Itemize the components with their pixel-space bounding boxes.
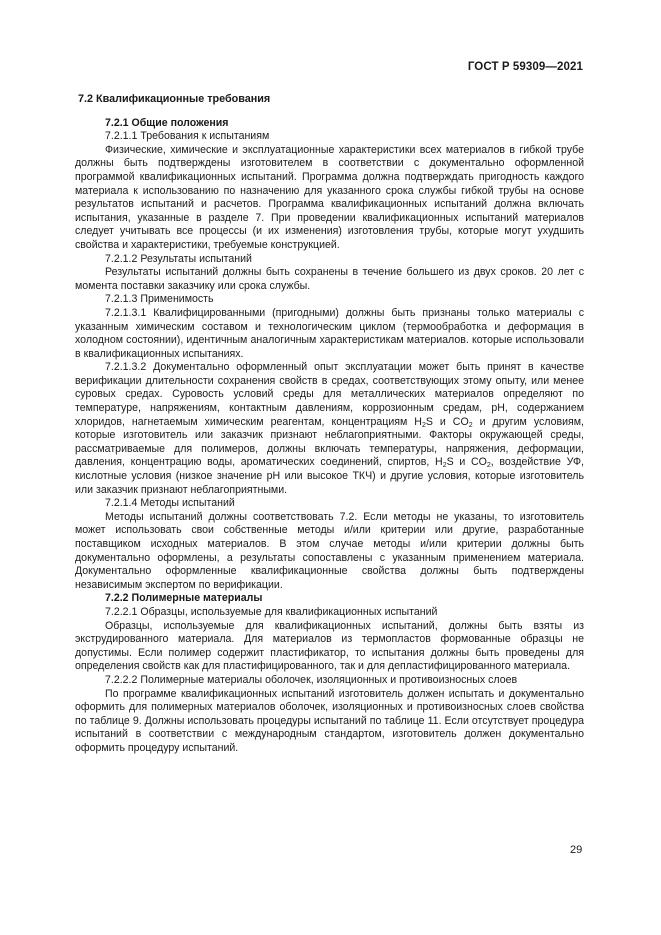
subsection-heading: 7.2.2 Полимерные материалы xyxy=(105,592,263,605)
subscript: 2 xyxy=(442,462,447,470)
clause-heading: 7.2.2.2 Полимерные материалы оболочек, изоляционных и противоизносных слоев xyxy=(105,673,518,686)
subsection-heading: 7.2.1 Общие положения xyxy=(105,116,229,129)
paragraph: Образцы, используемые для квалификационных испытаний, должны быть взяты из экструдированного материала. Для материалов из термопластов формованные образцы не допустимы. Если полимер содержит пластификатор, то испытания должны быть проведены для определения свойств как для пластифицированного, так и для депластифицированного материала. xyxy=(75,619,584,673)
page-number: 29 xyxy=(570,844,583,856)
paragraph xyxy=(75,361,584,497)
text-run: S и CO xyxy=(425,415,469,428)
standard-designation: ГОСТ Р 59309—2021 xyxy=(467,61,583,73)
paragraph: Результаты испытаний должны быть сохранены в течение большего из двух сроков. 20 лет с момента поставки заказчику или срока службы. xyxy=(75,266,584,292)
clause-heading: 7.2.1.2 Результаты испытаний xyxy=(105,252,252,265)
section-title: 7.2 Квалификационные требования xyxy=(78,93,271,105)
document-blocks xyxy=(75,117,584,756)
document-body xyxy=(75,93,584,756)
subscript: 2 xyxy=(421,421,426,429)
clause-heading: 7.2.1.1 Требования к испытаниям xyxy=(105,130,270,143)
clause-heading: 7.2.2.1 Образцы, используемые для квалификационных испытаний xyxy=(105,605,438,618)
subscript: 2 xyxy=(468,421,473,429)
spacer xyxy=(75,107,584,117)
subscript: 2 xyxy=(486,462,491,470)
text-run: S и CO xyxy=(446,456,487,469)
text-run: 7.2.1.3.2 Документально оформленный опыт эксплуатации может быть принят в качестве верификации длительности сохранения свойств в средах, соответствующих этому опыту, или менее суровых средах. Суровость условий среды для металлических материалов определяют по температуре, напряжениям, контактным давлениям, коррозионным средам, pH, содержанием хлоридов, нагнетаемым химическим реагентам, концентрациям H xyxy=(75,361,584,428)
clause-heading: 7.2.1.3 Применимость xyxy=(105,293,214,306)
text-run: , воздействие УФ, кислотные условия (низкое значение pH или высокое ТКЧ) и другие условия, которые изготовитель или заказчик признают неблагоприятными. xyxy=(75,456,584,496)
paragraph: Физические, химические и эксплуатационные характеристики всех материалов в гибкой трубе должны быть подтверждены изготовителем в соответствии с документально оформленной программой квалификационных испытаний. Программа должна подтверждать пригодность каждого материала к использованию по назначению для указанного срока службы гибкой трубы на основе результатов испытаний и расчетов. Программа квалификационных испытаний должна включать испытания, указанные в разделе 7. При проведении квалификационных испытаний материалов следует учитывать все процессы (и их изменения) изготовления трубы, которые могут ухудшить свойства и характеристики, требуемые конструкцией. xyxy=(75,143,584,251)
text-run: и другим условиям, которые изготовитель или заказчик признают неблагоприятными. Факторы окружающей среды, рассматриваемые для полимеров, должны включать температуры, напряжения, деформации, давления, концентрацию воды, ароматических соединений, спиртов, H xyxy=(75,415,584,469)
clause-heading: 7.2.1.4 Методы испытаний xyxy=(105,497,235,510)
paragraph: 7.2.1.3.1 Квалифицированными (пригодными) должны быть признаны только материалы с указанным химическим составом и технологическим циклом (термообработка и деформация в холодном состоянии), идентичным аналогичным характеристикам материалов. которые использовали в квалификационных испытаниях. xyxy=(75,306,584,360)
paragraph: Методы испытаний должны соответствовать 7.2. Если методы не указаны, то изготовитель может использовать свои собственные методы и/или критерии или другие, разработанные поставщиком исходных материалов. В этом случае методы и/или критерии должны быть документально оформлены, а результаты сопоставлены с указанным применением материала. Документально оформленные квалификационные свойства должны быть подтверждены независимым экспертом по верификации. xyxy=(75,510,584,591)
paragraph: По программе квалификационных испытаний изготовитель должен испытать и документально оформить для полимерных материалов оболочек, изоляционных и противоизносных слоев свойства по таблице 9. Должны использовать процедуры испытаний по таблице 11. Если отсутствует процедура испытаний в соответствии с международным стандартом, изготовитель должен документально оформить процедуру испытаний. xyxy=(75,687,584,754)
